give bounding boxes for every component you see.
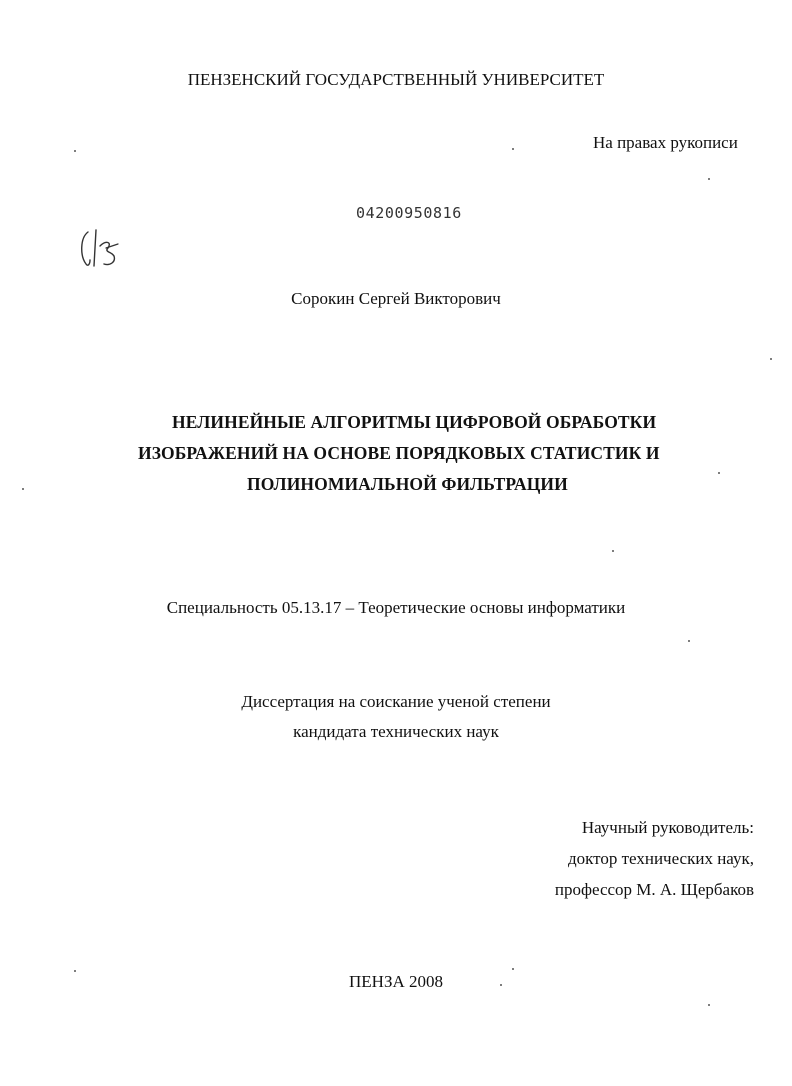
dissertation-line-2: кандидата технических наук (293, 722, 499, 741)
author-name: Сорокин Сергей Викторович (291, 289, 501, 308)
handwritten-mark-icon (76, 226, 126, 272)
scan-speck (512, 968, 514, 970)
scan-speck (708, 1004, 710, 1006)
scan-speck (770, 358, 772, 360)
manuscript-rights: На правах рукописи (593, 133, 738, 152)
specialty: Специальность 05.13.17 – Теоретические основы информатики (166, 598, 626, 617)
university-name: ПЕНЗЕНСКИЙ ГОСУДАРСТВЕННЫЙ УНИВЕРСИТЕТ (187, 70, 605, 89)
scan-speck (612, 550, 614, 552)
scan-speck (74, 970, 76, 972)
supervisor-label: Научный руководитель: (581, 818, 754, 837)
supervisor-name: профессор М. А. Щербаков (554, 880, 754, 899)
supervisor-degree: доктор технических наук, (567, 849, 754, 868)
scan-speck (22, 488, 24, 490)
scan-speck (74, 150, 76, 152)
scan-speck (688, 640, 690, 642)
title-line-1: НЕЛИНЕЙНЫЕ АЛГОРИТМЫ ЦИФРОВОЙ ОБРАБОТКИ (172, 412, 657, 432)
scan-speck (708, 178, 710, 180)
title-line-2: ИЗОБРАЖЕНИЙ НА ОСНОВЕ ПОРЯДКОВЫХ СТАТИСТИК И (138, 443, 660, 463)
dissertation-line-1: Диссертация на соискание ученой степени (241, 692, 551, 711)
scan-speck (512, 148, 514, 150)
city-year: ПЕНЗА 2008 (349, 972, 443, 991)
scan-speck (718, 472, 720, 474)
scan-speck (500, 984, 502, 986)
registration-number: 04200950816 (356, 204, 462, 222)
title-line-3: ПОЛИНОМИАЛЬНОЙ ФИЛЬТРАЦИИ (247, 474, 568, 494)
